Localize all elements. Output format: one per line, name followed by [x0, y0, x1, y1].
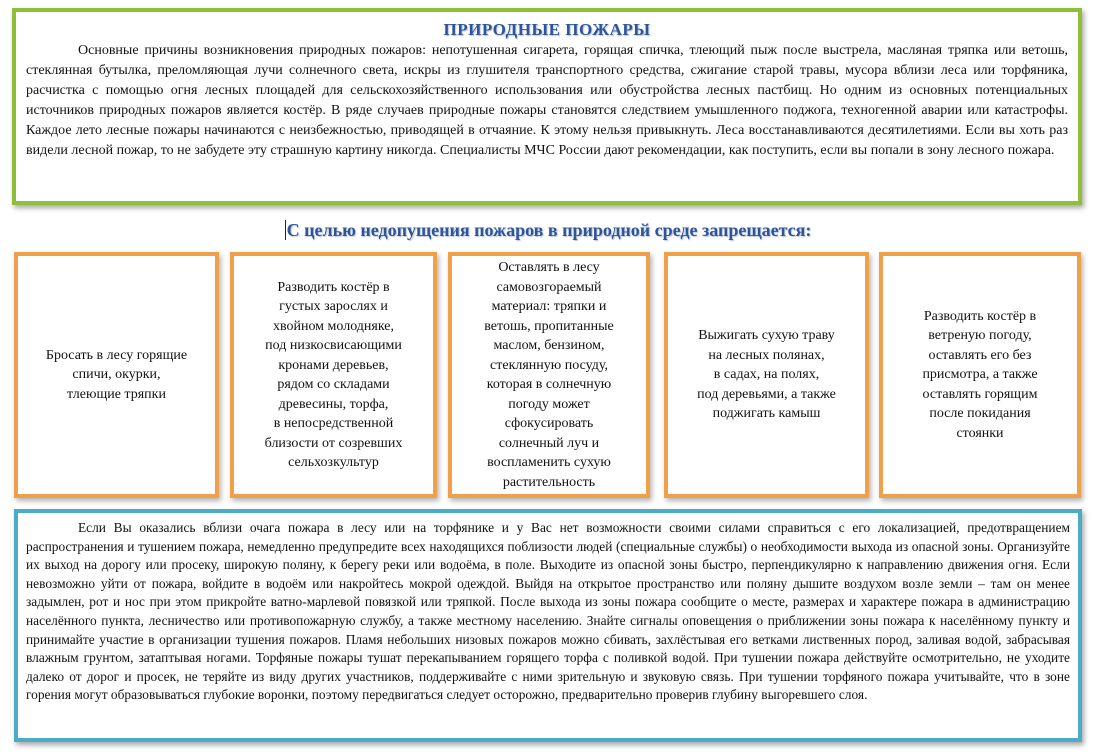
prohibition-text-3: Оставлять в лесу самовозгораемый материал: тряпки и ветошь, пропитанные маслом, бензином, стеклянную посуду, которая в солнечную погоду может сфокусировать солнечный луч и воспламенить сухую растительность: [484, 260, 614, 490]
prohibition-box-3: [448, 252, 650, 498]
prohibition-text-1: Бросать в лесу горящие спичи, окурки, тлеющие тряпки: [45, 347, 188, 402]
intro-panel: [12, 8, 1082, 205]
intro-paragraph: Основные причины возникновения природных пожаров: непотушенная сигарета, горящая спичка, тлеющий пыж после выстрела, масляная тряпка или ветошь, стеклянная бутылка, преломляющая лучи солнечного света, искры из глушителя транспортного средства, сжигание старой травы, мусора вблизи леса или торфяника, расчистка с помощью огня лесных площадей для сельскохозяйственного использования или обустройства лесных пастбищ. Но одним из основных потенциальных источников природных пожаров является костёр. В ряде случаев природные пожары становятся следствием умышленного поджога, техногенной аварии или катастрофы. Каждое лето лесные пожары начинаются с неизбежностью, приводящей в отчаяние. К этому нельзя привыкнуть. Леса восстанавливаются десятилетиями. Если вы хоть раз видели лесной пожар, то не забудете эту страшную картину никогда. Специалисты МЧС России дают рекомендации, как поступить, если вы попали в зону лесного пожара.: [26, 43, 1068, 158]
prohibition-text-2: Разводить костёр в густых зарослях и хвойном молодняке, под низкосвисающими кронами деревьев, рядом со складами древесины, торфа, в непосредственной близости от созревших сельхозкультур: [264, 279, 403, 470]
prohibition-box-4: [664, 252, 869, 498]
instructions-panel: [14, 509, 1082, 742]
prohibitions-heading: [0, 220, 1096, 241]
page-title: ПРИРОДНЫЕ ПОЖАРЫ: [443, 20, 651, 39]
prohibition-text-5: Разводить костёр в ветреную погоду, оставлять его без присмотра, а также оставлять горящим после покидания стоянки: [922, 308, 1038, 441]
text-cursor: [285, 220, 286, 240]
prohibition-text-4: Выжигать сухую траву на лесных полянах, в садах, на полях, под деревьями, а также поджигать камыш: [697, 328, 836, 422]
prohibition-box-1: [14, 252, 219, 498]
instructions-paragraph: Если Вы оказались вблизи очага пожара в лесу или на торфянике и у Вас нет возможности своими силами справиться с его локализацией, предотвращением распространения и тушением пожара, немедленно предупредите всех находящихся поблизости людей (специальные службы) о необходимости выхода из опасной зоны. Организуйте их выход на дорогу или просеку, широкую поляну, к берегу реки или водоёма, в поле. Выходите из опасной зоны быстро, перпендикулярно к направлению движения огня. Если невозможно уйти от пожара, войдите в водоём или накройтесь мокрой одеждой. Выйдя на открытое пространство или поляну дышите воздухом возле земли – там он менее задымлен, рот и нос при этом прикройте ватно-марлевой повязкой или тряпкой. После выхода из зоны пожара сообщите о месте, размерах и характере пожара в администрацию населённого пункта, лесничество или противопожарную службу, а также местному населению. Знайте сигналы оповещения о приближении зоны пожара к населённому пункту и принимайте участие в организации тушения пожаров. Пламя небольших низовых пожаров можно сбивать, захлёстывая его ветками лиственных пород, заливая водой, забрасывая влажным грунтом, затаптывая ногами. Торфяные пожары тушат перекапыванием горящего торфа с поливкой водой. При тушении пожара действуйте осмотрительно, не уходите далеко от дорог и просек, не теряйте из виду других участников, поддерживайте с ними зрительную и звуковую связь. При тушении торфяного пожара учитывайте, что в зоне горения могут образовываться глубокие воронки, поэтому передвигаться следует осторожно, предварительно проверив глубину выгоревшего слоя.: [26, 520, 1070, 703]
prohibition-box-2: [230, 252, 437, 498]
prohibition-box-5: [879, 252, 1081, 498]
prohibitions-heading-text: С целью недопущения пожаров в природной среде запрещается:: [286, 220, 812, 240]
